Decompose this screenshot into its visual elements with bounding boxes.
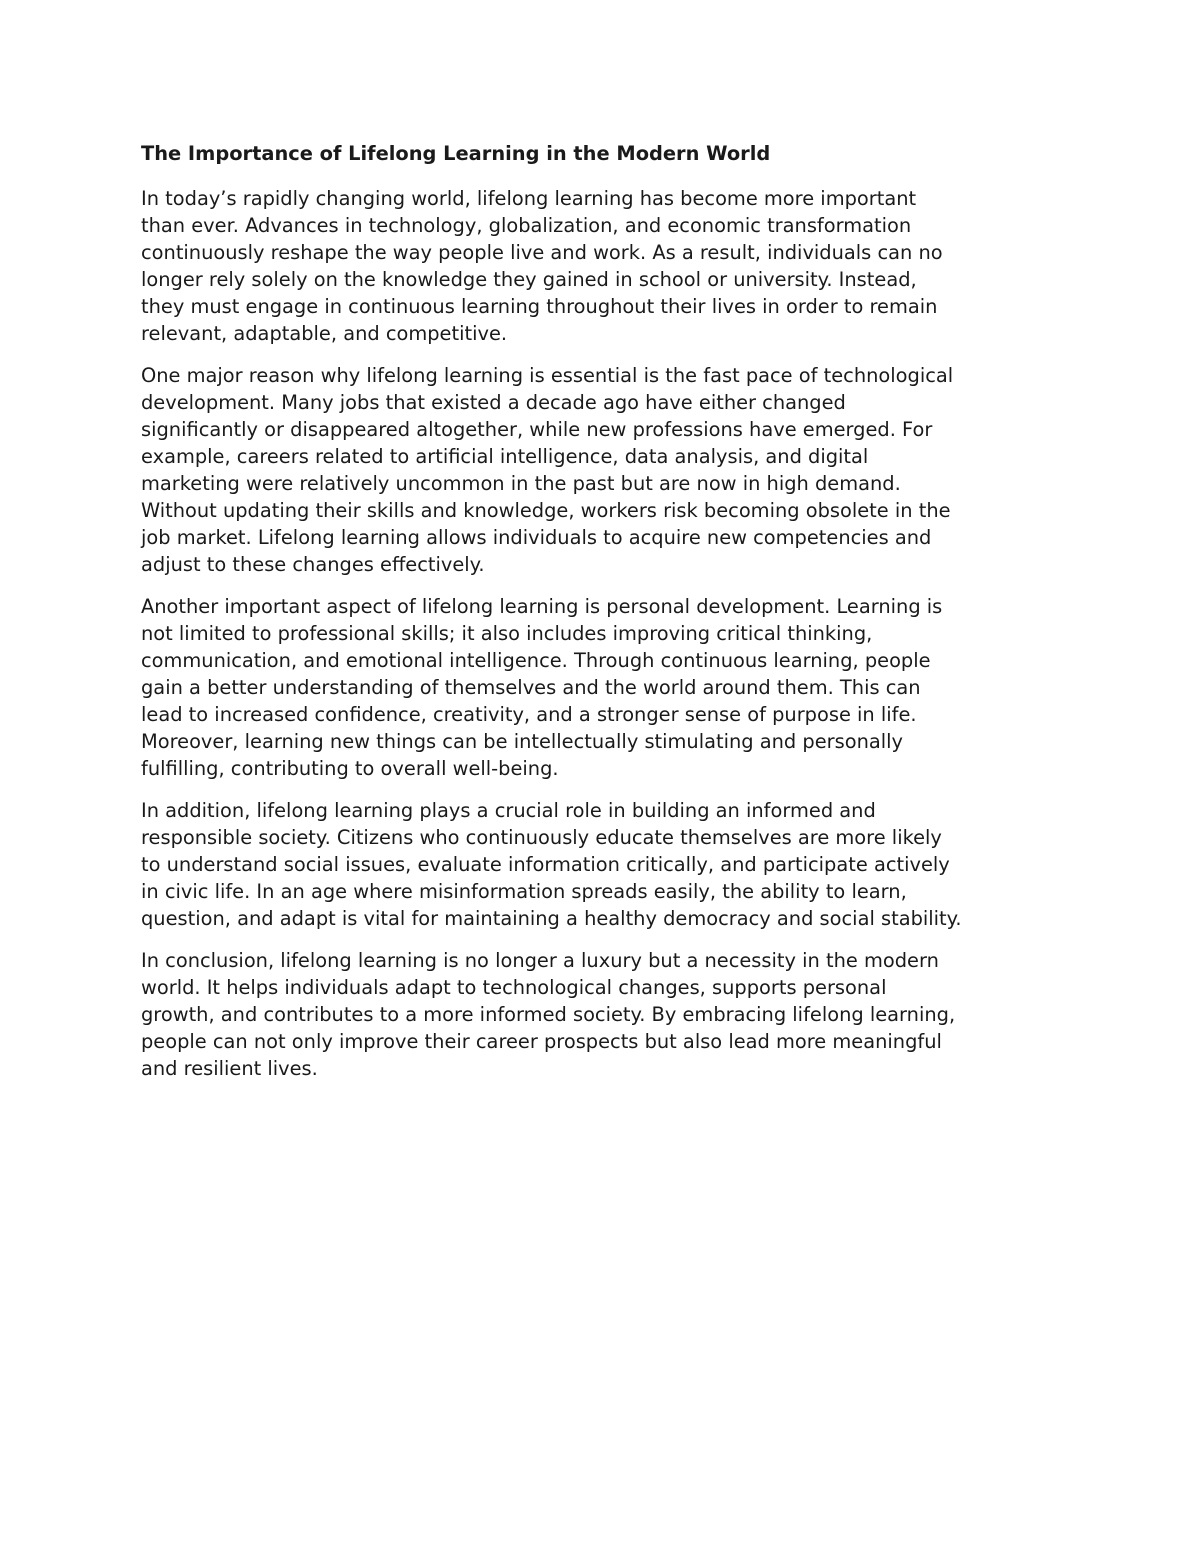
paragraph-line: they must engage in continuous learning throughout their lives in order to remain [141,295,938,318]
paragraph-line: Without updating their skills and knowledge, workers risk becoming obsolete in the [141,499,951,522]
paragraph-line: and resilient lives. [141,1057,318,1080]
paragraph-line: development. Many jobs that existed a decade ago have either changed [141,391,846,414]
paragraph [141,362,1061,578]
paragraph-line: relevant, adaptable, and competitive. [141,322,508,345]
paragraph-line: communication, and emotional intelligence. Through continuous learning, people [141,649,931,672]
paragraph [141,797,1061,932]
paragraph-line: lead to increased confidence, creativity, and a stronger sense of purpose in life. [141,703,917,726]
paragraph-line: marketing were relatively uncommon in the past but are now in high demand. [141,472,901,495]
paragraph-line: In conclusion, lifelong learning is no longer a luxury but a necessity in the modern [141,949,939,972]
paragraph-line: world. It helps individuals adapt to technological changes, supports personal [141,976,887,999]
paragraph-line: responsible society. Citizens who continuously educate themselves are more likely [141,826,942,849]
paragraph-line: to understand social issues, evaluate information critically, and participate actively [141,853,950,876]
paragraph-line: adjust to these changes effectively. [141,553,485,576]
paragraph-line: longer rely solely on the knowledge they gained in school or university. Instead, [141,268,917,291]
paragraph-line: example, careers related to artificial intelligence, data analysis, and digital [141,445,869,468]
paragraph-line: not limited to professional skills; it also includes improving critical thinking, [141,622,873,645]
paragraph-line: question, and adapt is vital for maintaining a healthy democracy and social stability. [141,907,962,930]
paragraph-line: Moreover, learning new things can be intellectually stimulating and personally [141,730,903,753]
document-title: The Importance of Lifelong Learning in the Modern World [141,142,771,165]
paragraph-line: growth, and contributes to a more informed society. By embracing lifelong learning, [141,1003,956,1026]
paragraph-line: significantly or disappeared altogether, while new professions have emerged. For [141,418,933,441]
paragraph-list [141,185,1061,1082]
paragraph-line: Another important aspect of lifelong learning is personal development. Learning is [141,595,943,618]
paragraph-line: job market. Lifelong learning allows individuals to acquire new competencies and [141,526,932,549]
paragraph-line: In addition, lifelong learning plays a crucial role in building an informed and [141,799,876,822]
paragraph-line: in civic life. In an age where misinformation spreads easily, the ability to learn, [141,880,907,903]
paragraph-line: In today’s rapidly changing world, lifelong learning has become more important [141,187,917,210]
paragraph-line: gain a better understanding of themselves and the world around them. This can [141,676,921,699]
paragraph [141,185,1061,347]
paragraph-line: than ever. Advances in technology, globalization, and economic transformation [141,214,912,237]
paragraph-line: One major reason why lifelong learning is essential is the fast pace of technological [141,364,954,387]
paragraph-line: fulfilling, contributing to overall well-being. [141,757,559,780]
paragraph-line: people can not only improve their career prospects but also lead more meaningful [141,1030,942,1053]
document-body [141,141,1061,1097]
paragraph [141,947,1061,1082]
paragraph [141,593,1061,782]
paragraph-line: continuously reshape the way people live and work. As a result, individuals can no [141,241,943,264]
